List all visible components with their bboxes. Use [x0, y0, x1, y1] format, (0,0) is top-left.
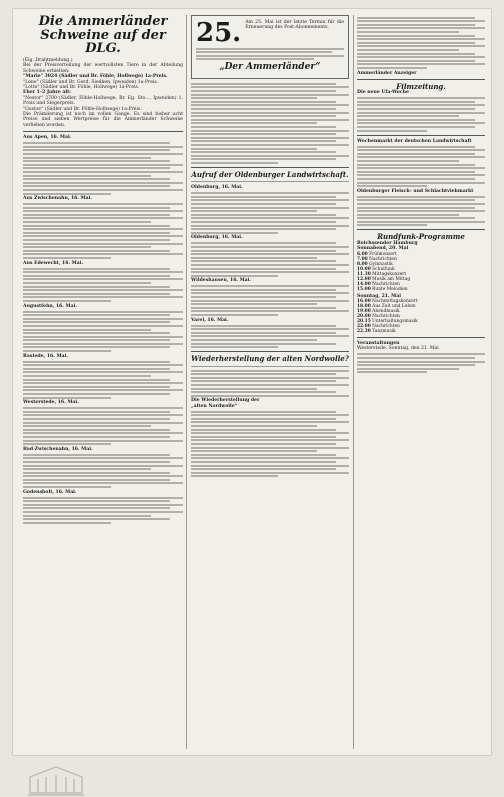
entry: "Lene" (Sädler und Br. Gerd. Siedken, Ipweiden) 1a-Preis. [23, 79, 159, 85]
program-entry: 20.00 Nachrichten [357, 314, 400, 320]
column-rule [186, 15, 187, 749]
section-label: Augustfehn, 16. Mai. [23, 303, 77, 309]
text-block [357, 353, 485, 373]
program-entry: 15.00 Bunte Melodien [357, 286, 408, 292]
entry: "Nestor" 2700 (Sädler, Föhle-Hollwege, Br. Eg. Sto..., Ipweiden) 1. Preis und Siegerpreis. [23, 95, 183, 107]
section-label: Rastede, 16. Mai. [23, 353, 68, 359]
subheading: „alten Nordwolle“ [191, 403, 238, 409]
column-rule [353, 15, 354, 749]
text-block [191, 285, 349, 316]
entry: Eber 1–2 Jahre alt: [23, 90, 71, 96]
intro-text: Bei der Preisverteilung der wertvollsten Tiere in der Abteilung Schweine erhielten: [23, 63, 183, 74]
headline-rundfunk: Rundfunk-Programme [377, 232, 465, 242]
text-block [23, 454, 183, 488]
text-block [23, 203, 183, 259]
program-entry: 8.00 Gymnastik [357, 261, 393, 267]
text-block [357, 146, 485, 188]
program-entry: 20.15 Unterhaltungsmusik [357, 319, 418, 325]
text-block [23, 361, 183, 399]
headline-film: Filmzeitung. [396, 81, 446, 91]
newspaper-page [12, 8, 492, 756]
program-entry: 18.00 Aus Zeit und Leben [357, 304, 416, 310]
program-list [357, 299, 485, 334]
section-label: Wildeshausen, 16. Mai. [191, 278, 251, 284]
program-entry: 12.00 Musik am Mittag [357, 276, 411, 282]
section-label: Aus Apen, 16. Mai. [23, 135, 72, 141]
headline-verband: Wochenmarkt der deutschen Landwirtschaft [357, 138, 472, 144]
text-block [357, 17, 485, 69]
headline-schweine: Die Ammerländer Schweine auf der DLG. [38, 14, 168, 57]
note: Die Prämiierung ist noch im vollen Gange. Es sind bisher acht Preise und sieben Wertpreise für die Ammerländer Schweine verliehen worden. [23, 111, 183, 128]
header-note: Ammerländer Anzeiger [357, 70, 417, 76]
text-block [23, 311, 183, 353]
day-label: Sonntag, 21. Mai [357, 293, 401, 299]
entry: "Gustav" (Sädler und Br. Föhle-Hollwege) 1a-Preis. [23, 106, 142, 112]
headline-nordwolle: Wiederherstellung der alten Nordwolle? [191, 354, 349, 364]
subheadline: (Eig. Drahtmeldung.) [23, 57, 73, 63]
subscription-box [191, 15, 349, 79]
program-entry: 16.00 Nachmittagskonzert [357, 299, 418, 305]
text-block [23, 142, 183, 194]
program-entry: 7.00 Nachrichten [357, 256, 397, 262]
section-label: Aus Zwischenahn, 16. Mai. [23, 196, 92, 202]
market-label: Oldenburger Fleisch- und Schlachtviehmarkt [357, 188, 474, 194]
program-entry: 10.00 Schulfunk [357, 266, 395, 272]
text-block [191, 411, 349, 478]
section-label: Godensholt, 16. Mai. [23, 489, 77, 495]
headline-landwirtschaft: Aufruf der Oldenburger Landwirtschaft. [191, 169, 349, 179]
column-left [23, 9, 183, 525]
entry: "Lotte" (Sädler und Br. Föhle, Hollwege) 1a-Preis. [23, 84, 140, 90]
program-entry: 11.30 Mittagskonzert [357, 271, 407, 277]
text-block [191, 192, 349, 234]
section-label: Westerstede, 16. Mai. [23, 400, 79, 406]
section-label: Bad Zwischenahn, 16. Mai. [23, 446, 93, 452]
program-entry: 22.30 Tanzmusik [357, 329, 396, 335]
library-logo-icon [26, 763, 86, 797]
column-right [357, 9, 485, 375]
text-block [23, 268, 183, 302]
text-block [191, 83, 349, 164]
program-entry: 14.00 Nachrichten [357, 281, 400, 287]
text-block [191, 370, 349, 397]
column-middle [191, 9, 349, 479]
subheading: Die Wiederherstellung der [191, 398, 260, 404]
text-block [357, 196, 485, 227]
text-block [357, 97, 485, 131]
section-label: Oldenburg, 16. Mai. [191, 185, 243, 191]
film-subheading: Die neue Ufa-Woche [357, 90, 409, 96]
program-entry: 19.00 Abendmusik [357, 309, 400, 315]
section-label: Oldenburg, 16. Mai. [191, 235, 243, 241]
program-entry: 22.00 Nachrichten [357, 324, 400, 330]
entry: "Marie" 3024 (Sädler und Br. Föhle, Hollwege) 1a-Preis. [23, 74, 168, 80]
text-block [23, 407, 183, 445]
day-label: Sonnabend, 20. Mai [357, 246, 409, 252]
events-note: Westerstede. Sonntag, den 21. Mai [357, 346, 439, 352]
date-number: 25. [196, 18, 242, 48]
text-block [191, 325, 349, 349]
subscription-intro: Am 25. Mai ist der letzte Termin für die Erneuerung des Post-Abonnements. [245, 20, 344, 31]
section-label: Aus Edewecht, 16. Mai. [23, 260, 84, 266]
events-label: Veranstaltungen [357, 341, 400, 347]
section-label: Varel, 16. Mai. [191, 317, 229, 323]
radio-subheading: Reichssender Hamburg [357, 240, 418, 246]
program-entry: 6.00 Frühkonzert [357, 251, 397, 257]
text-block [23, 497, 183, 524]
program-list [357, 252, 485, 292]
paper-title-quote: „Der Ammerländer“ [219, 62, 321, 73]
text-block [191, 242, 349, 276]
